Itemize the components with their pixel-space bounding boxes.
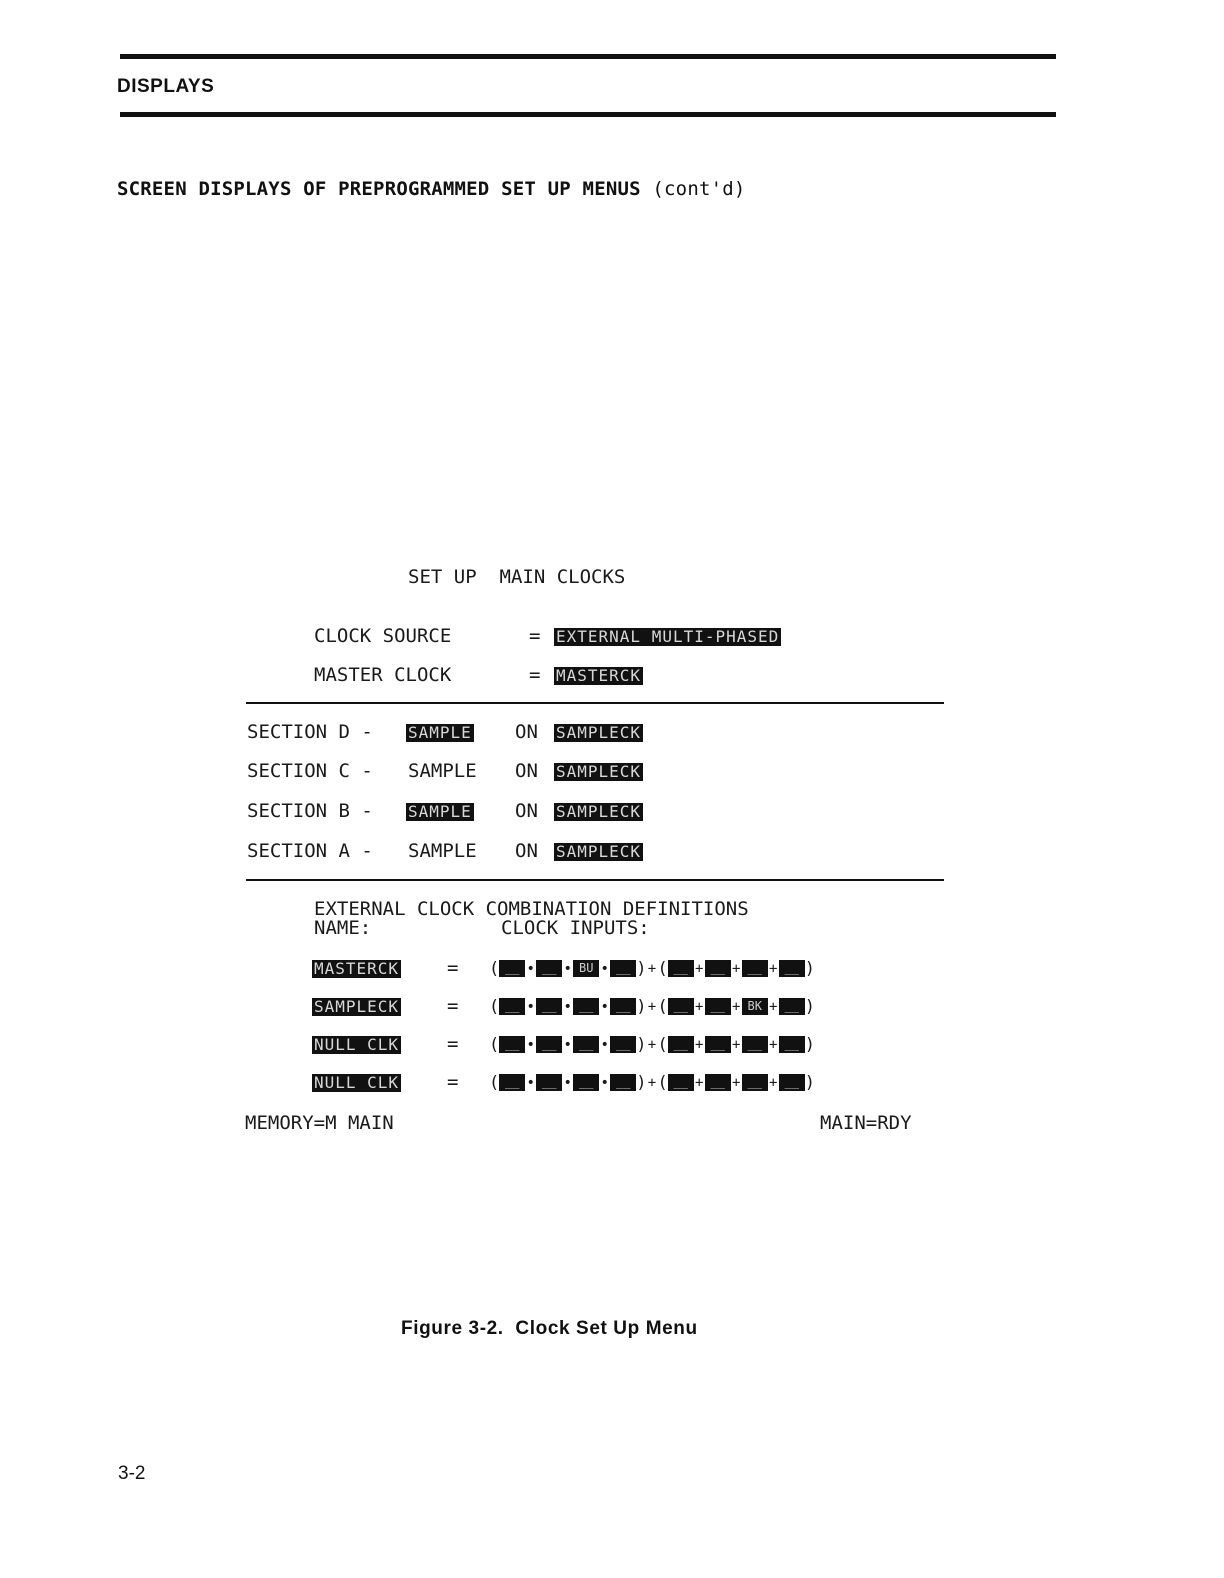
close-paren: ) <box>636 1072 647 1093</box>
combo-equals: = <box>447 1071 459 1093</box>
clock-input-slot[interactable]: __ <box>668 998 694 1015</box>
clock-input-slot[interactable]: BU <box>573 960 599 977</box>
subtitle-suffix: (cont'd) <box>652 178 746 200</box>
section-b-label: SECTION B - <box>247 800 373 822</box>
section-c-on: ON <box>515 760 538 782</box>
or-operator: + <box>647 1036 657 1053</box>
clock-input-slot[interactable]: __ <box>779 1036 805 1053</box>
clock-input-slot[interactable]: __ <box>705 960 731 977</box>
section-b-clock[interactable]: SAMPLECK <box>556 801 642 821</box>
combo-equals: = <box>447 995 459 1017</box>
combo-inputs <box>489 1033 815 1056</box>
or-operator: + <box>695 998 704 1015</box>
clock-input-slot[interactable]: __ <box>536 1036 562 1053</box>
section-a-label: SECTION A - <box>247 840 373 862</box>
section-c-clock[interactable]: SAMPLECK <box>556 761 642 781</box>
clock-input-slot[interactable]: __ <box>536 960 562 977</box>
open-paren: ( <box>489 958 500 979</box>
page-number: 3-2 <box>118 1463 146 1484</box>
section-d-on: ON <box>515 721 538 743</box>
clock-input-slot[interactable]: __ <box>668 960 694 977</box>
combo-inputs <box>489 957 815 980</box>
clock-input-slot[interactable]: __ <box>610 1036 636 1053</box>
section-a-mode[interactable]: SAMPLE <box>408 840 477 862</box>
clock-source-equals: = <box>529 625 541 647</box>
and-operator: • <box>600 960 609 977</box>
or-operator: + <box>695 1036 704 1053</box>
and-operator: • <box>526 960 535 977</box>
clock-input-slot[interactable]: __ <box>705 1074 731 1091</box>
and-operator: • <box>526 1074 535 1091</box>
page-subtitle <box>117 178 746 200</box>
section-header: DISPLAYS <box>117 76 215 97</box>
clock-input-slot[interactable]: __ <box>779 998 805 1015</box>
combo-equals: = <box>447 957 459 979</box>
and-operator: • <box>563 998 572 1015</box>
section-d-label: SECTION D - <box>247 721 373 743</box>
clock-input-slot[interactable]: __ <box>779 960 805 977</box>
section-b-mode[interactable]: SAMPLE <box>408 801 472 821</box>
combo-inputs <box>489 995 815 1018</box>
and-operator: • <box>600 1074 609 1091</box>
close-paren: ) <box>804 996 815 1017</box>
or-operator: + <box>732 998 741 1015</box>
open-paren: ( <box>489 1034 500 1055</box>
clock-source-label: CLOCK SOURCE <box>314 625 452 647</box>
clock-input-slot[interactable]: __ <box>499 998 525 1015</box>
or-operator: + <box>732 960 741 977</box>
open-paren: ( <box>657 1034 668 1055</box>
or-operator: + <box>769 960 778 977</box>
clock-input-slot[interactable]: __ <box>499 960 525 977</box>
clock-input-slot[interactable]: __ <box>573 1036 599 1053</box>
section-d-clock[interactable]: SAMPLECK <box>556 722 642 742</box>
clock-input-slot[interactable]: __ <box>610 998 636 1015</box>
section-c-label: SECTION C - <box>247 760 373 782</box>
close-paren: ) <box>804 1072 815 1093</box>
combo-equals: = <box>447 1033 459 1055</box>
and-operator: • <box>563 1036 572 1053</box>
master-clock-value[interactable]: MASTERCK <box>556 665 642 685</box>
status-memory: MEMORY=M MAIN <box>245 1112 394 1134</box>
clock-input-slot[interactable]: __ <box>610 1074 636 1091</box>
and-operator: • <box>600 1036 609 1053</box>
master-clock-label: MASTER CLOCK <box>314 664 452 686</box>
or-operator: + <box>732 1074 741 1091</box>
and-operator: • <box>526 1036 535 1053</box>
and-operator: • <box>563 1074 572 1091</box>
combo-name[interactable]: NULL CLK <box>314 1034 400 1054</box>
or-operator: + <box>769 998 778 1015</box>
clock-input-slot[interactable]: __ <box>536 998 562 1015</box>
open-paren: ( <box>489 996 500 1017</box>
clock-input-slot[interactable]: __ <box>536 1074 562 1091</box>
section-d-mode[interactable]: SAMPLE <box>408 722 472 742</box>
clock-input-slot[interactable]: __ <box>705 998 731 1015</box>
or-operator: + <box>647 998 657 1015</box>
clock-input-slot[interactable]: __ <box>742 1074 768 1091</box>
close-paren: ) <box>636 958 647 979</box>
section-c-mode[interactable]: SAMPLE <box>408 760 477 782</box>
open-paren: ( <box>489 1072 500 1093</box>
inputs-heading: CLOCK INPUTS: <box>501 917 650 939</box>
close-paren: ) <box>804 958 815 979</box>
section-a-on: ON <box>515 840 538 862</box>
combo-heading: EXTERNAL CLOCK COMBINATION DEFINITIONS <box>314 898 749 920</box>
combo-name[interactable]: MASTERCK <box>314 958 400 978</box>
clock-source-value[interactable]: EXTERNAL MULTI-PHASED <box>556 626 780 646</box>
status-ready: MAIN=RDY <box>820 1112 912 1134</box>
clock-input-slot[interactable]: __ <box>668 1074 694 1091</box>
or-operator: + <box>769 1074 778 1091</box>
top-rule <box>120 54 1056 59</box>
clock-input-slot[interactable]: __ <box>705 1036 731 1053</box>
open-paren: ( <box>657 1072 668 1093</box>
master-clock-equals: = <box>529 664 541 686</box>
clock-input-slot[interactable]: __ <box>779 1074 805 1091</box>
open-paren: ( <box>657 996 668 1017</box>
section-b-on: ON <box>515 800 538 822</box>
section-a-clock[interactable]: SAMPLECK <box>556 841 642 861</box>
divider-bottom <box>246 879 944 881</box>
close-paren: ) <box>636 996 647 1017</box>
close-paren: ) <box>636 1034 647 1055</box>
clock-input-slot[interactable]: __ <box>742 960 768 977</box>
clock-input-slot[interactable]: __ <box>499 1036 525 1053</box>
or-operator: + <box>695 960 704 977</box>
or-operator: + <box>647 960 657 977</box>
close-paren: ) <box>804 1034 815 1055</box>
clock-input-slot[interactable]: __ <box>573 1074 599 1091</box>
figure-caption: Figure 3-2. Clock Set Up Menu <box>401 1318 698 1339</box>
header-rule <box>120 112 1056 117</box>
or-operator: + <box>769 1036 778 1053</box>
screen-title: SET UP MAIN CLOCKS <box>408 566 626 588</box>
clock-input-slot[interactable]: __ <box>668 1036 694 1053</box>
and-operator: • <box>600 998 609 1015</box>
or-operator: + <box>695 1074 704 1091</box>
clock-input-slot[interactable]: __ <box>573 998 599 1015</box>
clock-input-slot[interactable]: __ <box>610 960 636 977</box>
clock-input-slot[interactable]: __ <box>499 1074 525 1091</box>
and-operator: • <box>563 960 572 977</box>
or-operator: + <box>732 1036 741 1053</box>
divider-top <box>246 702 944 704</box>
combo-inputs <box>489 1071 815 1094</box>
or-operator: + <box>647 1074 657 1091</box>
combo-name[interactable]: NULL CLK <box>314 1072 400 1092</box>
and-operator: • <box>526 998 535 1015</box>
clock-input-slot[interactable]: __ <box>742 1036 768 1053</box>
name-heading: NAME: <box>314 917 372 939</box>
clock-input-slot[interactable]: BK <box>742 998 768 1015</box>
subtitle-main: SCREEN DISPLAYS OF PREPROGRAMMED SET UP MENUS <box>117 178 641 200</box>
open-paren: ( <box>657 958 668 979</box>
combo-name[interactable]: SAMPLECK <box>314 996 400 1016</box>
